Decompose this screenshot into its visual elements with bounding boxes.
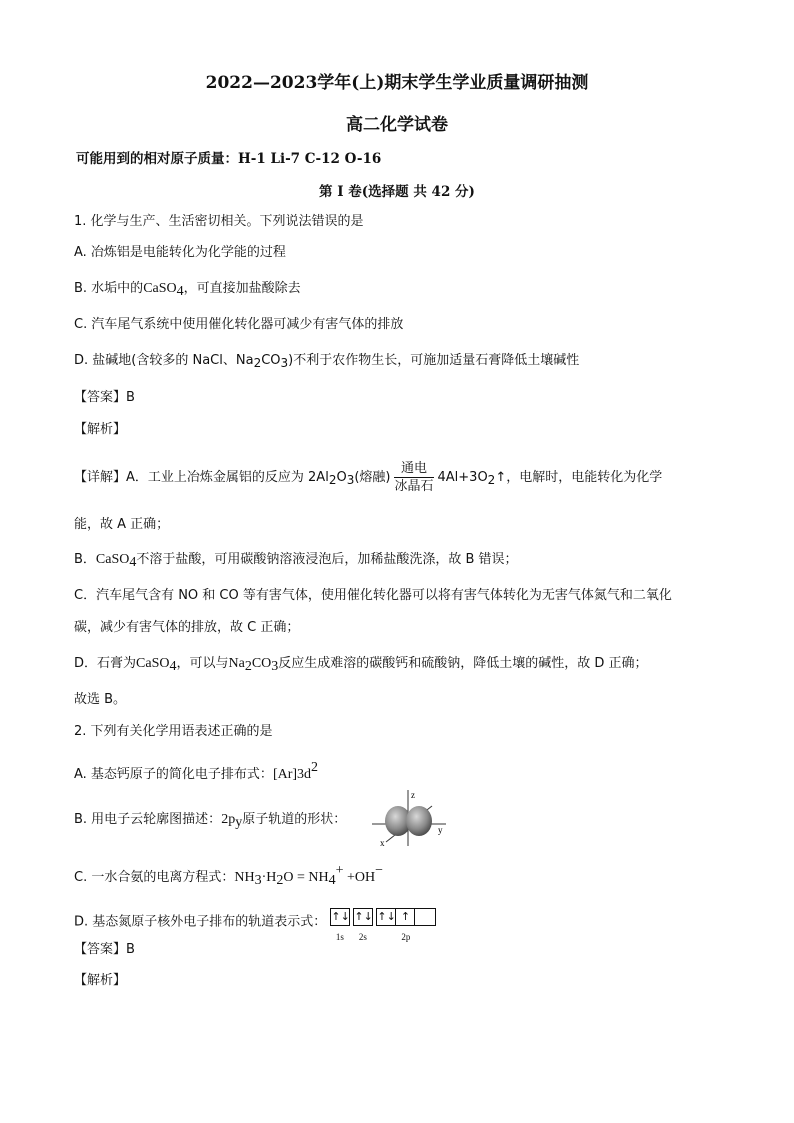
q1-detail-melt: (熔融): [354, 470, 391, 485]
q1-detail-a: [74, 458, 662, 500]
q1-option-b-sub: 4: [176, 284, 184, 299]
q2-option-b-sub: y: [235, 815, 243, 830]
q2-answer: 【答案】B: [74, 942, 135, 957]
label-2p: 2p: [401, 932, 411, 942]
q2-option-b-orbital: 2p: [221, 812, 236, 827]
q1-option-b-tail: ，可直接加盐酸除去: [183, 281, 301, 296]
q1-explain-d-sub3: 3: [271, 659, 279, 674]
q1-detail-o: O: [336, 470, 347, 485]
q2-option-d-text: D. 基态氮原子核外电子排布的轨道表示式：: [74, 914, 327, 930]
q2-option-c-sup2: −: [375, 863, 384, 878]
q1-explain-d-text: 反应生成难溶的碳酸钙和硫酸钠，降低土壤的碱性，故 D 正确；: [278, 656, 648, 671]
q2-option-c-sub3: 4: [328, 873, 336, 888]
q2-option-b: [74, 811, 346, 832]
q2-option-a-sup: 2: [311, 760, 319, 775]
q2-option-c-nh: NH: [234, 870, 255, 885]
condition-top: 通电: [394, 460, 433, 478]
q1-detail-sub2: 3: [346, 473, 355, 487]
q1-explain-d-co: CO: [251, 656, 272, 671]
q1-option-b-text: B. 水垢中的: [74, 281, 144, 296]
q1-option-b-formula: CaSO: [143, 281, 177, 296]
orbital-lobe-right: [406, 806, 432, 836]
q1-conclusion: 故选 B。: [74, 692, 127, 707]
q1-explain-d-sub: 4: [169, 659, 177, 674]
q1-option-d-sub1: 2: [253, 356, 262, 370]
q1-detail-sub3: 2: [487, 473, 496, 487]
q2-option-c: [74, 862, 383, 890]
q2-option-c-h: ·H: [261, 870, 277, 885]
q1-option-c: C. 汽车尾气系统中使用催化转化器可减少有害气体的排放: [74, 317, 404, 332]
q1-detail-text: 【详解】A．工业上冶炼金属铝的反应为 2Al: [74, 470, 329, 485]
q2-option-b-tail: 原子轨道的形状：: [242, 812, 347, 827]
q1-analysis-label: 【解析】: [74, 422, 127, 437]
label-1s: 1s: [335, 932, 344, 942]
q2-option-a-config: [Ar]3d: [272, 767, 312, 782]
q2-stem: 2. 下列有关化学用语表述正确的是: [74, 724, 273, 739]
orbital-2s: [353, 902, 372, 942]
x-axis-label: x: [380, 838, 385, 848]
q2-option-a-text: A. 基态钙原子的简化电子排布式：: [74, 767, 273, 782]
q1-detail-product: 4Al+3O: [437, 470, 488, 485]
q1-option-d-text: D. 盐碱地(含较多的 NaCl、Na: [74, 353, 254, 368]
q1-answer: 【答案】B: [74, 390, 135, 405]
q1-explain-d-na: Na: [228, 656, 245, 671]
q1-explain-b: [74, 551, 518, 572]
q1-explain-b-text: 不溶于盐酸，可用碳酸钠溶液浸泡后，加稀盐酸洗涤，故 B 错误；: [136, 552, 518, 567]
q1-explain-d-formula: CaSO: [136, 656, 170, 671]
q1-option-b: [74, 280, 301, 301]
q1-explain-c-1: C．汽车尾气含有 NO 和 CO 等有害气体，使用催化转化器可以将有害气体转化为无害气体氮气和二氧化: [74, 588, 672, 603]
z-axis-label: z: [411, 790, 415, 800]
label-2s: 2s: [358, 932, 367, 942]
q1-explain-d-mid: ，可以与: [176, 656, 229, 671]
q2-option-c-sup1: +: [335, 863, 344, 878]
q1-explain-b-prefix: B．: [74, 552, 96, 567]
section-heading: 第 I 卷(选择题 共 42 分): [319, 184, 475, 200]
q2-option-c-eq: O = NH: [283, 870, 329, 885]
q1-detail-a-cont: 能，故 A 正确；: [74, 517, 170, 532]
q1-explain-d: [74, 655, 648, 676]
q1-explain-b-formula: CaSO: [95, 552, 130, 567]
q1-stem: 1. 化学与生产、生活密切相关。下列说法错误的是: [74, 214, 364, 229]
exam-title: 2022—2023学年(上)期末学生学业质量调研抽测: [205, 73, 589, 93]
atomic-masses: 可能用到的相对原子质量：H-1 Li-7 C-12 O-16: [76, 151, 382, 167]
q1-option-d-co: CO: [261, 353, 281, 368]
q1-option-a: A. 冶炼铝是电能转化为化学能的过程: [74, 245, 286, 260]
q2-option-d: [74, 902, 439, 942]
exam-subtitle: 高二化学试卷: [346, 115, 448, 135]
q2-option-c-text: C. 一水合氨的电离方程式：: [74, 870, 235, 885]
q2-option-c-oh: +OH: [343, 870, 376, 885]
q1-detail-tail: ↑，电解时，电能转化为化学: [495, 470, 663, 485]
box-2p-3: [414, 908, 436, 926]
q1-explain-b-sub: 4: [129, 555, 137, 570]
q1-option-d-sub2: 3: [280, 356, 289, 370]
q1-option-d: [74, 352, 579, 372]
box-1s: ↑↓: [330, 908, 350, 926]
q2-option-c-sub2: 2: [276, 873, 284, 888]
q1-option-d-tail: )不利于农作物生长，可施加适量石膏降低土壤碱性: [288, 353, 580, 368]
q1-explain-d-sub2: 2: [244, 659, 252, 674]
q1-explain-d-prefix: D．石膏为: [74, 656, 137, 671]
q2-option-b-text: B. 用电子云轮廓图描述：: [74, 812, 222, 827]
box-2s: ↑↓: [353, 908, 373, 926]
q2-analysis-label: 【解析】: [74, 973, 127, 988]
condition-bottom: 冰晶石: [394, 479, 434, 494]
q2-option-a: [74, 759, 318, 784]
q1-explain-c-2: 碳，减少有害气体的排放，故 C 正确；: [74, 620, 300, 635]
box-2p-2: ↑: [395, 908, 415, 926]
p-orbital-diagram: [368, 788, 450, 850]
box-2p-1: ↑↓: [376, 908, 396, 926]
reaction-condition: [394, 460, 433, 495]
y-axis-label: y: [438, 825, 443, 835]
q2-option-c-sub1: 3: [254, 873, 262, 888]
orbital-1s: [330, 902, 349, 942]
orbital-2p: [376, 902, 435, 942]
q1-detail-sub1: 2: [328, 473, 337, 487]
